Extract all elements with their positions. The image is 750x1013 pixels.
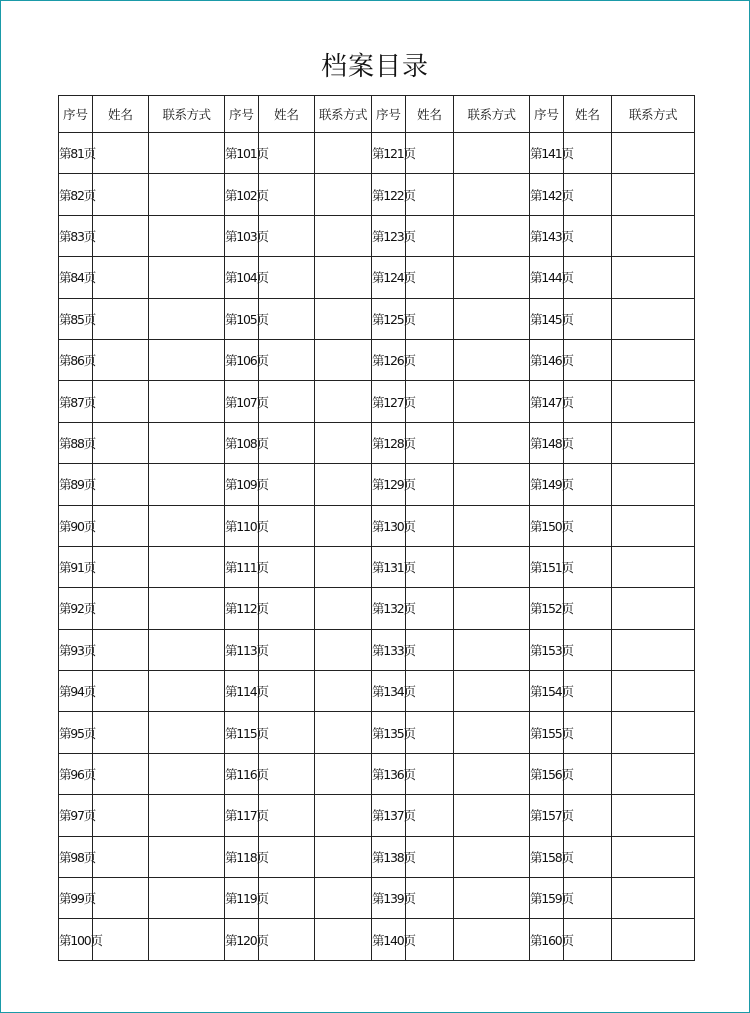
seq-cell: 第83页	[59, 215, 93, 256]
seq-cell: 第106页	[225, 339, 259, 380]
contact-cell[interactable]	[612, 546, 695, 587]
contact-cell[interactable]	[612, 174, 695, 215]
header-row	[59, 96, 695, 133]
contact-cell[interactable]	[149, 753, 225, 794]
contact-cell[interactable]	[149, 505, 225, 546]
seq-cell: 第82页	[59, 174, 93, 215]
name-cell[interactable]	[93, 381, 149, 422]
seq-cell: 第112页	[225, 588, 259, 629]
table-row	[59, 381, 695, 422]
table-row	[59, 215, 695, 256]
seq-cell: 第125页	[372, 298, 406, 339]
contact-cell[interactable]	[315, 919, 372, 960]
contact-cell[interactable]	[612, 381, 695, 422]
contact-cell[interactable]	[612, 919, 695, 960]
header-name-2: 姓名	[259, 96, 315, 133]
contact-cell[interactable]	[315, 629, 372, 670]
seq-cell: 第140页	[372, 919, 406, 960]
contact-cell[interactable]	[454, 174, 530, 215]
contact-cell[interactable]	[149, 257, 225, 298]
contact-cell[interactable]	[612, 878, 695, 919]
contact-cell[interactable]	[612, 753, 695, 794]
seq-cell: 第158页	[530, 836, 564, 877]
header-seq-3: 序号	[372, 96, 406, 133]
contact-cell[interactable]	[315, 381, 372, 422]
contact-cell[interactable]	[612, 588, 695, 629]
contact-cell[interactable]	[612, 133, 695, 174]
contact-cell[interactable]	[149, 588, 225, 629]
contact-cell[interactable]	[149, 671, 225, 712]
name-cell[interactable]	[93, 133, 149, 174]
seq-cell: 第86页	[59, 339, 93, 380]
seq-cell: 第115页	[225, 712, 259, 753]
contact-cell[interactable]	[612, 795, 695, 836]
contact-cell[interactable]	[315, 133, 372, 174]
contact-cell[interactable]	[612, 671, 695, 712]
header-name-4: 姓名	[564, 96, 612, 133]
contact-cell[interactable]	[612, 215, 695, 256]
seq-cell: 第131页	[372, 546, 406, 587]
table-row	[59, 588, 695, 629]
contact-cell[interactable]	[454, 919, 530, 960]
contact-cell[interactable]	[315, 505, 372, 546]
seq-cell: 第102页	[225, 174, 259, 215]
contact-cell[interactable]	[454, 464, 530, 505]
seq-cell: 第145页	[530, 298, 564, 339]
contact-cell[interactable]	[315, 174, 372, 215]
seq-cell: 第105页	[225, 298, 259, 339]
seq-cell: 第95页	[59, 712, 93, 753]
table-row	[59, 422, 695, 463]
contact-cell[interactable]	[315, 795, 372, 836]
seq-cell: 第148页	[530, 422, 564, 463]
contact-cell[interactable]	[612, 339, 695, 380]
contact-cell[interactable]	[454, 215, 530, 256]
seq-cell: 第146页	[530, 339, 564, 380]
name-cell[interactable]	[93, 671, 149, 712]
name-cell[interactable]	[93, 546, 149, 587]
seq-cell: 第159页	[530, 878, 564, 919]
contact-cell[interactable]	[454, 795, 530, 836]
name-cell[interactable]	[93, 505, 149, 546]
seq-cell: 第85页	[59, 298, 93, 339]
seq-cell: 第84页	[59, 257, 93, 298]
name-cell[interactable]	[93, 339, 149, 380]
seq-cell: 第103页	[225, 215, 259, 256]
table-row	[59, 298, 695, 339]
seq-cell: 第119页	[225, 878, 259, 919]
contact-cell[interactable]	[149, 339, 225, 380]
seq-cell: 第116页	[225, 753, 259, 794]
contact-cell[interactable]	[612, 298, 695, 339]
table-row	[59, 339, 695, 380]
seq-cell: 第90页	[59, 505, 93, 546]
contact-cell[interactable]	[612, 464, 695, 505]
contact-cell[interactable]	[149, 836, 225, 877]
contact-cell[interactable]	[612, 629, 695, 670]
contact-cell[interactable]	[612, 257, 695, 298]
page-title: 档案目录	[320, 52, 429, 82]
seq-cell: 第135页	[372, 712, 406, 753]
seq-cell: 第87页	[59, 381, 93, 422]
seq-cell: 第81页	[59, 133, 93, 174]
seq-cell: 第122页	[372, 174, 406, 215]
table-row	[59, 505, 695, 546]
contact-cell[interactable]	[149, 133, 225, 174]
name-cell[interactable]	[93, 629, 149, 670]
name-cell[interactable]	[93, 422, 149, 463]
contact-cell[interactable]	[454, 629, 530, 670]
seq-cell: 第88页	[59, 422, 93, 463]
contact-cell[interactable]	[454, 753, 530, 794]
seq-cell: 第128页	[372, 422, 406, 463]
contact-cell[interactable]	[315, 878, 372, 919]
name-cell[interactable]	[93, 795, 149, 836]
contact-cell[interactable]	[454, 298, 530, 339]
contact-cell[interactable]	[612, 505, 695, 546]
contact-cell[interactable]	[149, 878, 225, 919]
name-cell[interactable]	[93, 215, 149, 256]
seq-cell: 第123页	[372, 215, 406, 256]
contact-cell[interactable]	[454, 257, 530, 298]
header-contact-3: 联系方式	[454, 96, 530, 133]
seq-cell: 第114页	[225, 671, 259, 712]
seq-cell: 第109页	[225, 464, 259, 505]
seq-cell: 第108页	[225, 422, 259, 463]
seq-cell: 第130页	[372, 505, 406, 546]
contact-cell[interactable]	[149, 174, 225, 215]
table-row	[59, 836, 695, 877]
seq-cell: 第121页	[372, 133, 406, 174]
contact-cell[interactable]	[315, 464, 372, 505]
seq-cell: 第104页	[225, 257, 259, 298]
name-cell[interactable]	[93, 588, 149, 629]
name-cell[interactable]	[93, 712, 149, 753]
name-cell[interactable]	[93, 257, 149, 298]
contact-cell[interactable]	[315, 712, 372, 753]
header-seq-4: 序号	[530, 96, 564, 133]
seq-cell: 第92页	[59, 588, 93, 629]
seq-cell: 第151页	[530, 546, 564, 587]
seq-cell: 第133页	[372, 629, 406, 670]
seq-cell: 第127页	[372, 381, 406, 422]
contact-cell[interactable]	[315, 257, 372, 298]
contact-cell[interactable]	[149, 464, 225, 505]
table-row	[59, 464, 695, 505]
contact-cell[interactable]	[149, 298, 225, 339]
contact-cell[interactable]	[315, 588, 372, 629]
table-body	[59, 133, 695, 961]
contact-cell[interactable]	[149, 422, 225, 463]
seq-cell: 第147页	[530, 381, 564, 422]
table-row	[59, 919, 695, 960]
seq-cell: 第100页	[59, 919, 93, 960]
seq-cell: 第98页	[59, 836, 93, 877]
seq-cell: 第94页	[59, 671, 93, 712]
contact-cell[interactable]	[149, 712, 225, 753]
contact-cell[interactable]	[315, 671, 372, 712]
seq-cell: 第137页	[372, 795, 406, 836]
contact-cell[interactable]	[454, 505, 530, 546]
seq-cell: 第149页	[530, 464, 564, 505]
seq-cell: 第126页	[372, 339, 406, 380]
seq-cell: 第124页	[372, 257, 406, 298]
seq-cell: 第134页	[372, 671, 406, 712]
table-row	[59, 257, 695, 298]
seq-cell: 第113页	[225, 629, 259, 670]
contact-cell[interactable]	[454, 381, 530, 422]
contact-cell[interactable]	[315, 215, 372, 256]
contact-cell[interactable]	[454, 836, 530, 877]
contact-cell[interactable]	[315, 422, 372, 463]
name-cell[interactable]	[93, 836, 149, 877]
seq-cell: 第117页	[225, 795, 259, 836]
contact-cell[interactable]	[315, 339, 372, 380]
contact-cell[interactable]	[454, 422, 530, 463]
seq-cell: 第110页	[225, 505, 259, 546]
seq-cell: 第142页	[530, 174, 564, 215]
seq-cell: 第138页	[372, 836, 406, 877]
contact-cell[interactable]	[612, 836, 695, 877]
name-cell[interactable]	[93, 464, 149, 505]
table-row	[59, 712, 695, 753]
contact-cell[interactable]	[315, 298, 372, 339]
seq-cell: 第136页	[372, 753, 406, 794]
seq-cell: 第152页	[530, 588, 564, 629]
seq-cell: 第156页	[530, 753, 564, 794]
contact-cell[interactable]	[315, 836, 372, 877]
contact-cell[interactable]	[315, 753, 372, 794]
name-cell[interactable]	[93, 753, 149, 794]
seq-cell: 第160页	[530, 919, 564, 960]
name-cell[interactable]	[93, 298, 149, 339]
contact-cell[interactable]	[454, 546, 530, 587]
header-contact-2: 联系方式	[315, 96, 372, 133]
seq-cell: 第143页	[530, 215, 564, 256]
seq-cell: 第118页	[225, 836, 259, 877]
seq-cell: 第141页	[530, 133, 564, 174]
contact-cell[interactable]	[454, 588, 530, 629]
contact-cell[interactable]	[454, 712, 530, 753]
header-contact-1: 联系方式	[149, 96, 225, 133]
contact-cell[interactable]	[454, 878, 530, 919]
header-contact-4: 联系方式	[612, 96, 695, 133]
contact-cell[interactable]	[454, 339, 530, 380]
contact-cell[interactable]	[149, 546, 225, 587]
contact-cell[interactable]	[315, 546, 372, 587]
name-cell[interactable]	[93, 878, 149, 919]
contact-cell[interactable]	[149, 919, 225, 960]
contact-cell[interactable]	[454, 671, 530, 712]
contact-cell[interactable]	[612, 712, 695, 753]
contact-cell[interactable]	[612, 422, 695, 463]
table-row	[59, 133, 695, 174]
seq-cell: 第150页	[530, 505, 564, 546]
contact-cell[interactable]	[149, 629, 225, 670]
contact-cell[interactable]	[149, 795, 225, 836]
header-seq-2: 序号	[225, 96, 259, 133]
seq-cell: 第144页	[530, 257, 564, 298]
name-cell[interactable]	[93, 174, 149, 215]
table-row	[59, 753, 695, 794]
table-row	[59, 174, 695, 215]
seq-cell: 第153页	[530, 629, 564, 670]
seq-cell: 第120页	[225, 919, 259, 960]
table-row	[59, 671, 695, 712]
table-row	[59, 629, 695, 670]
seq-cell: 第155页	[530, 712, 564, 753]
seq-cell: 第93页	[59, 629, 93, 670]
table-row	[59, 878, 695, 919]
seq-cell: 第107页	[225, 381, 259, 422]
header-name-1: 姓名	[93, 96, 149, 133]
table-row	[59, 546, 695, 587]
contact-cell[interactable]	[149, 215, 225, 256]
seq-cell: 第89页	[59, 464, 93, 505]
seq-cell: 第99页	[59, 878, 93, 919]
seq-cell: 第154页	[530, 671, 564, 712]
contact-cell[interactable]	[454, 133, 530, 174]
header-seq-1: 序号	[59, 96, 93, 133]
seq-cell: 第111页	[225, 546, 259, 587]
seq-cell: 第129页	[372, 464, 406, 505]
seq-cell: 第157页	[530, 795, 564, 836]
seq-cell: 第97页	[59, 795, 93, 836]
table-row	[59, 795, 695, 836]
header-name-3: 姓名	[406, 96, 454, 133]
seq-cell: 第139页	[372, 878, 406, 919]
seq-cell: 第101页	[225, 133, 259, 174]
seq-cell: 第96页	[59, 753, 93, 794]
seq-cell: 第91页	[59, 546, 93, 587]
contact-cell[interactable]	[149, 381, 225, 422]
seq-cell: 第132页	[372, 588, 406, 629]
archive-table	[58, 95, 695, 961]
